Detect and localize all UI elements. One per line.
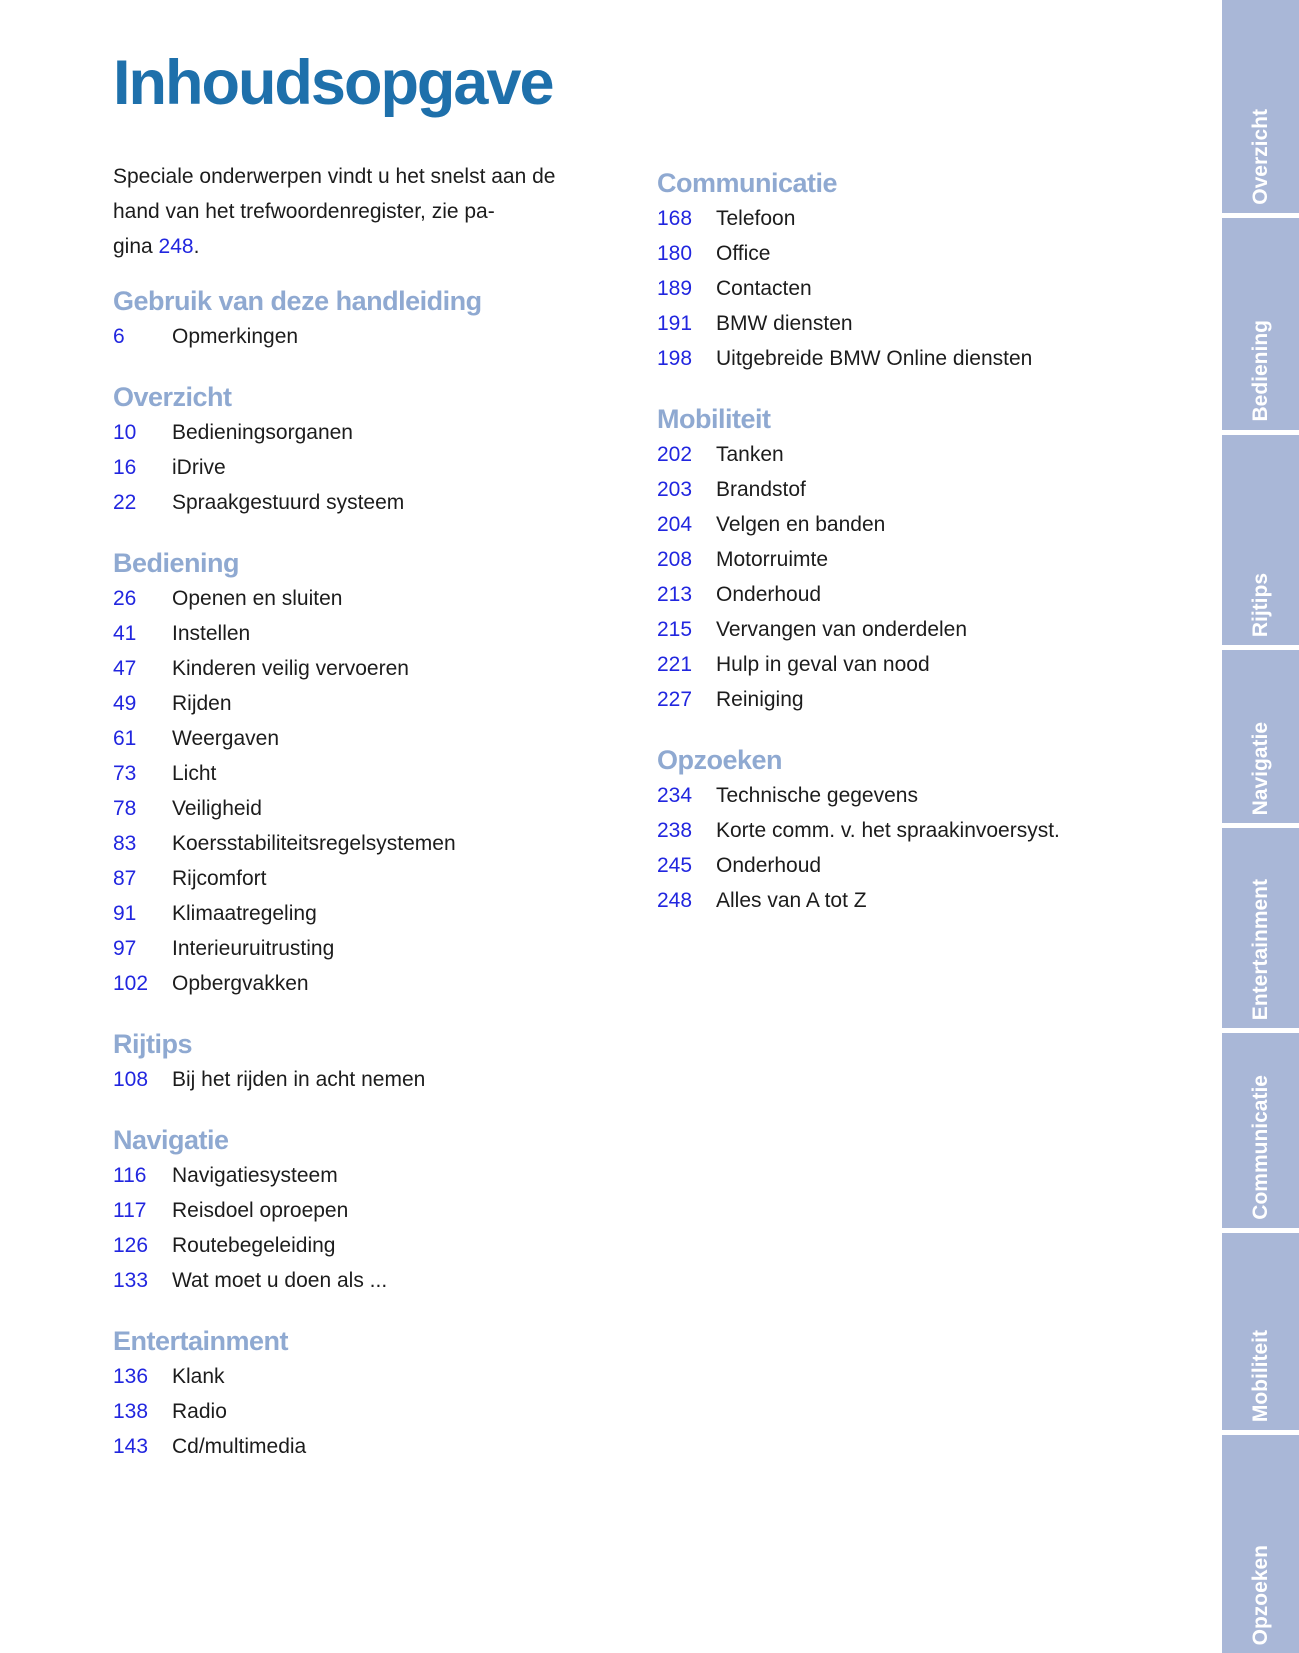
toc-entry-title: Bedieningsorganen <box>172 421 353 444</box>
toc-entry-page-number: 16 <box>113 456 137 479</box>
toc-section <box>113 1027 658 1097</box>
toc-entry-page-number: 78 <box>113 797 137 820</box>
section-entries <box>113 581 658 1001</box>
toc-entry[interactable] <box>113 450 658 485</box>
toc-entry-title: BMW diensten <box>716 312 853 335</box>
toc-entry[interactable] <box>113 581 658 616</box>
toc-entry-page-number: 22 <box>113 491 137 514</box>
toc-entry-title: Telefoon <box>716 207 796 230</box>
toc-entry[interactable] <box>113 756 658 791</box>
toc-entry-title: Brandstof <box>716 478 806 501</box>
intro-line-2: hand van het trefwoordenregister, zie pa- <box>113 200 495 223</box>
toc-entry-title: Technische gegevens <box>716 784 918 807</box>
toc-entry-title: Rijden <box>172 692 232 715</box>
toc-entry-title: Koersstabiliteitsregelsystemen <box>172 832 456 855</box>
tab-opzoeken[interactable] <box>1222 1435 1299 1653</box>
toc-entry-page-number: 83 <box>113 832 137 855</box>
tab-navigatie[interactable] <box>1222 650 1299 823</box>
toc-entry-title: Onderhoud <box>716 583 822 606</box>
toc-entry-title: Bij het rijden in acht nemen <box>172 1068 426 1091</box>
section-entries <box>113 1062 658 1097</box>
toc-entry-page-number: 213 <box>657 583 693 606</box>
toc-section <box>657 166 1147 376</box>
toc-section <box>113 546 658 1001</box>
toc-entry-page-number: 6 <box>113 325 125 348</box>
section-heading: Rijtips <box>113 1029 193 1059</box>
intro-text <box>113 159 658 264</box>
toc-entry-page-number: 191 <box>657 312 693 335</box>
section-tab-rail <box>1222 0 1299 1653</box>
toc-entry-page-number: 26 <box>113 587 137 610</box>
toc-entry-title: Cd/multimedia <box>172 1435 307 1458</box>
toc-entry-page-number: 136 <box>113 1365 149 1388</box>
toc-entry[interactable] <box>113 896 658 931</box>
tab-label: Navigatie <box>1248 721 1272 815</box>
toc-entry-page-number: 41 <box>113 622 137 645</box>
toc-entry[interactable] <box>657 848 1147 883</box>
tab-label: Opzoeken <box>1248 1544 1272 1645</box>
toc-entry-page-number: 198 <box>657 347 693 370</box>
section-heading: Entertainment <box>113 1326 289 1356</box>
section-heading: Communicatie <box>657 168 838 198</box>
toc-entry[interactable] <box>657 306 1147 341</box>
toc-entry-page-number: 47 <box>113 657 137 680</box>
toc-entry-title: Navigatiesysteem <box>172 1164 338 1187</box>
toc-entry-page-number: 49 <box>113 692 137 715</box>
toc-entry[interactable] <box>657 577 1147 612</box>
toc-entry-title: Reiniging <box>716 688 804 711</box>
toc-entry[interactable] <box>113 966 658 1001</box>
toc-entry-title: Klimaatregeling <box>172 902 317 925</box>
toc-entry-page-number: 91 <box>113 902 137 925</box>
tab-label: Mobiliteit <box>1248 1329 1272 1422</box>
toc-entry-page-number: 108 <box>113 1068 149 1091</box>
section-heading: Navigatie <box>113 1125 229 1155</box>
section-entries <box>113 1158 658 1298</box>
section-entries <box>113 1359 658 1464</box>
toc-entry[interactable] <box>113 861 658 896</box>
toc-entry[interactable] <box>113 1158 658 1193</box>
toc-entry-title: Motorruimte <box>716 548 829 571</box>
section-entries <box>113 319 658 354</box>
toc-entry[interactable] <box>113 826 658 861</box>
toc-entry-page-number: 238 <box>657 819 693 842</box>
tab-overzicht[interactable] <box>1222 0 1299 213</box>
toc-entry-title: Openen en sluiten <box>172 587 343 610</box>
toc-entry-title: Alles van A tot Z <box>716 889 867 912</box>
toc-section <box>113 284 658 354</box>
toc-entry[interactable] <box>113 931 658 966</box>
toc-section <box>113 380 658 520</box>
tab-rijtips[interactable] <box>1222 435 1299 645</box>
toc-entry-page-number: 10 <box>113 421 137 444</box>
toc-entry-title: Opmerkingen <box>172 325 299 348</box>
toc-entry[interactable] <box>657 647 1147 682</box>
tab-label: Rijtips <box>1248 572 1272 637</box>
tab-communicatie[interactable] <box>1222 1033 1299 1228</box>
toc-entry-title: Hulp in geval van nood <box>716 653 930 676</box>
page-title: Inhoudsopgave <box>113 48 553 118</box>
toc-entry-page-number: 202 <box>657 443 693 466</box>
toc-entry[interactable] <box>657 507 1147 542</box>
toc-entry[interactable] <box>113 721 658 756</box>
toc-entry-title: Wat moet u doen als ... <box>172 1269 388 1292</box>
toc-section <box>657 743 1147 918</box>
toc-left-sections <box>113 284 658 1464</box>
toc-entry[interactable] <box>113 651 658 686</box>
toc-entry[interactable] <box>113 686 658 721</box>
toc-entry-page-number: 248 <box>657 889 693 912</box>
toc-entry[interactable] <box>113 616 658 651</box>
toc-entry[interactable] <box>657 271 1147 306</box>
toc-entry-title: Tanken <box>716 443 784 466</box>
toc-entry[interactable] <box>657 341 1147 376</box>
toc-right-column <box>657 166 1147 918</box>
toc-entry-title: Vervangen van onderdelen <box>716 618 968 641</box>
toc-entry-title: Opbergvakken <box>172 972 309 995</box>
toc-entry-title: Kinderen veilig vervoeren <box>172 657 409 680</box>
toc-entry[interactable] <box>113 1429 658 1464</box>
toc-entry-page-number: 168 <box>657 207 693 230</box>
tab-entertainment[interactable] <box>1222 828 1299 1028</box>
toc-entry[interactable] <box>113 1359 658 1394</box>
toc-entry[interactable] <box>113 1228 658 1263</box>
toc-section <box>113 1324 658 1464</box>
toc-entry-title: Office <box>716 242 771 265</box>
toc-entry-title: Reisdoel oproepen <box>172 1199 349 1222</box>
section-entries <box>657 201 1147 376</box>
toc-entry-title: Spraakgestuurd systeem <box>172 491 405 514</box>
toc-entry[interactable] <box>113 1394 658 1429</box>
toc-entry[interactable] <box>657 883 1147 918</box>
intro-line-1: Speciale onderwerpen vindt u het snelst aan de <box>113 165 556 188</box>
toc-left-column <box>113 159 658 1464</box>
toc-entry[interactable] <box>113 791 658 826</box>
toc-entry[interactable] <box>657 813 1147 848</box>
toc-entry-page-number: 87 <box>113 867 137 890</box>
toc-entry-page-number: 234 <box>657 784 693 807</box>
toc-entry-title: iDrive <box>172 456 226 479</box>
toc-entry-title: Veiligheid <box>172 797 262 820</box>
toc-entry-page-number: 138 <box>113 1400 149 1423</box>
toc-entry-title: Instellen <box>172 622 251 645</box>
toc-entry-title: Onderhoud <box>716 854 822 877</box>
toc-entry[interactable] <box>657 682 1147 717</box>
section-entries <box>657 437 1147 717</box>
toc-entry-page-number: 143 <box>113 1435 149 1458</box>
toc-right-sections <box>657 166 1147 918</box>
toc-entry-page-number: 245 <box>657 854 693 877</box>
tab-label: Bediening <box>1248 320 1272 422</box>
toc-entry-title: Contacten <box>716 277 812 300</box>
section-heading: Mobiliteit <box>657 404 771 434</box>
toc-entry[interactable] <box>113 1193 658 1228</box>
toc-entry[interactable] <box>657 542 1147 577</box>
section-heading: Overzicht <box>113 382 232 412</box>
toc-entry[interactable] <box>113 485 658 520</box>
tab-label: Entertainment <box>1248 878 1272 1020</box>
intro-line-3-end: . <box>193 235 200 258</box>
toc-entry-page-number: 221 <box>657 653 693 676</box>
toc-entry-page-number: 61 <box>113 727 137 750</box>
toc-entry-page-number: 203 <box>657 478 693 501</box>
toc-entry-title: Klank <box>172 1365 225 1388</box>
toc-entry-title: Licht <box>172 762 217 785</box>
toc-entry-page-number: 102 <box>113 972 149 995</box>
intro-line-3: gina <box>113 235 159 258</box>
toc-entry-page-number: 126 <box>113 1234 149 1257</box>
tab-label: Communicatie <box>1248 1075 1272 1220</box>
toc-entry[interactable] <box>657 437 1147 472</box>
toc-entry-page-number: 116 <box>113 1164 147 1187</box>
toc-entry-page-number: 204 <box>657 513 693 536</box>
tab-label: Overzicht <box>1248 109 1272 205</box>
toc-entry-page-number: 208 <box>657 548 693 571</box>
toc-entry-page-number: 73 <box>113 762 137 785</box>
tab-mobiliteit[interactable] <box>1222 1233 1299 1430</box>
toc-entry-title: Weergaven <box>172 727 280 750</box>
section-heading: Opzoeken <box>657 745 783 775</box>
toc-entry[interactable] <box>657 778 1147 813</box>
section-entries <box>113 415 658 520</box>
toc-entry-page-number: 215 <box>657 618 693 641</box>
toc-entry[interactable] <box>657 201 1147 236</box>
toc-entry-title: Interieuruitrusting <box>172 937 335 960</box>
tab-bediening[interactable] <box>1222 218 1299 430</box>
toc-entry-page-number: 189 <box>657 277 693 300</box>
toc-entry[interactable] <box>113 319 658 354</box>
toc-entry[interactable] <box>113 1062 658 1097</box>
index-page-link[interactable]: 248 <box>158 235 194 258</box>
section-heading: Bediening <box>113 548 240 578</box>
toc-entry[interactable] <box>657 612 1147 647</box>
toc-entry[interactable] <box>657 236 1147 271</box>
toc-entry-page-number: 117 <box>113 1199 147 1222</box>
toc-entry-title: Uitgebreide BMW Online diensten <box>716 347 1033 370</box>
toc-entry-page-number: 133 <box>113 1269 149 1292</box>
toc-entry[interactable] <box>113 415 658 450</box>
toc-entry-title: Rijcomfort <box>172 867 267 890</box>
toc-entry-page-number: 227 <box>657 688 693 711</box>
section-heading: Gebruik van deze handleiding <box>113 286 482 316</box>
section-entries <box>657 778 1147 918</box>
toc-entry-title: Radio <box>172 1400 227 1423</box>
toc-entry[interactable] <box>657 472 1147 507</box>
toc-entry-title: Velgen en banden <box>716 513 886 536</box>
toc-section <box>113 1123 658 1298</box>
toc-entry-page-number: 97 <box>113 937 137 960</box>
toc-entry-title: Korte comm. v. het spraakinvoersyst. <box>716 819 1060 842</box>
toc-section <box>657 402 1147 717</box>
toc-entry[interactable] <box>113 1263 658 1298</box>
toc-entry-title: Routebegeleiding <box>172 1234 336 1257</box>
toc-entry-page-number: 180 <box>657 242 693 265</box>
